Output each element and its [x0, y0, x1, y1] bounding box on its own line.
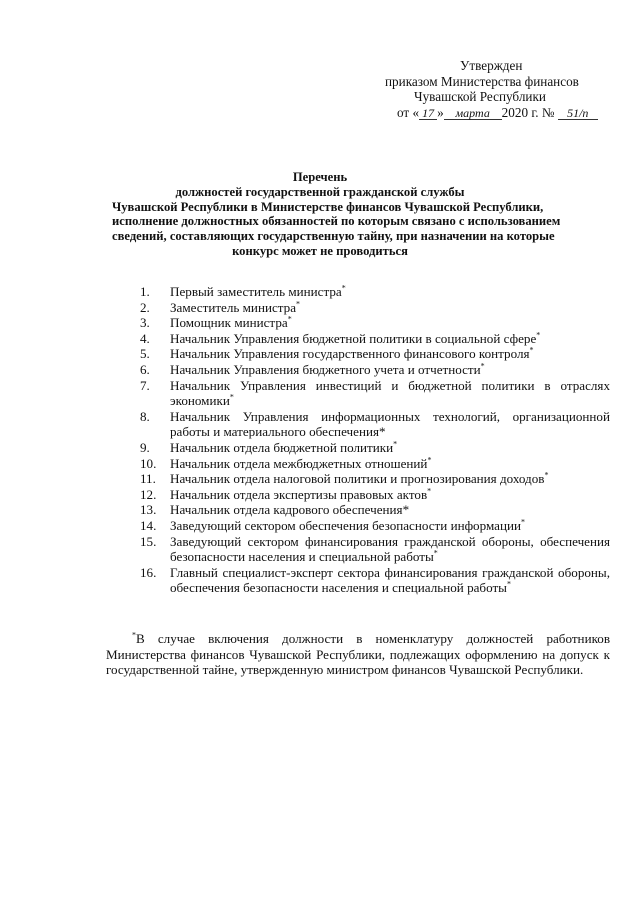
- item-text: Помощник министра: [170, 315, 288, 331]
- title-line-6: конкурс может не проводиться: [232, 243, 408, 258]
- approval-line-1: Утвержден: [460, 58, 523, 73]
- item-text: Начальник отдела бюджетной политики: [170, 439, 394, 455]
- item-text: Заведующий сектором обеспечения безопасности информации: [170, 517, 521, 533]
- item-text: Начальник отдела налоговой политики и прогнозирования доходов: [170, 471, 545, 487]
- title-line-1: Перечень: [292, 170, 348, 184]
- approval-block: [372, 58, 612, 120]
- footnote-text: В случае включения должности в номенклатуру должностей работников Министерства финансов Чувашской Республики, подлежащих оформлению на допуск к государственной тайне, утвержденную министром финансов Чувашской Республики.: [106, 631, 610, 678]
- footnote-mark: *: [433, 548, 438, 558]
- list-item: [140, 440, 610, 456]
- list-item: [140, 409, 610, 440]
- footnote-mark: *: [132, 630, 136, 640]
- list-item: [140, 534, 610, 565]
- list-item: [140, 331, 610, 347]
- footnote-mark: *: [544, 470, 549, 480]
- footnote-mark: *: [287, 314, 292, 324]
- title-line-2: должностей государственной гражданской службы: [175, 184, 465, 199]
- item-number: 6.: [140, 361, 150, 377]
- item-text: Начальник отдела межбюджетных отношений: [170, 455, 428, 471]
- date-year: 2020 г. №: [501, 104, 555, 120]
- handwritten-month: марта: [444, 107, 502, 120]
- item-number: 14.: [140, 517, 157, 533]
- approval-date-line: [372, 105, 612, 121]
- list-item: [140, 378, 610, 409]
- handwritten-day: 17: [419, 107, 437, 120]
- item-number: 1.: [140, 284, 150, 299]
- footnote-mark: *: [521, 517, 525, 527]
- item-text: Начальник Управления информационных технологий, организационной работы и материального обеспечения*: [170, 408, 610, 440]
- list-item: [140, 487, 610, 503]
- title-line-3: Чувашской Республики в Министерстве финансов Чувашской Республики,: [112, 199, 544, 214]
- footnote-mark: *: [296, 299, 301, 309]
- footnote-mark: *: [536, 330, 541, 340]
- approval-line-3: Чувашской Республики: [414, 89, 546, 104]
- item-number: 2.: [140, 299, 150, 315]
- footnote-mark: *: [393, 439, 398, 449]
- title-line-5: сведений, составляющих государственную тайну, при назначении на которые: [112, 229, 555, 244]
- footnote-mark: *: [229, 392, 234, 402]
- item-text: Начальник Управления бюджетного учета и отчетности: [170, 361, 481, 377]
- title-line-4: исполнение должностных обязанностей по которым связано с использованием: [112, 214, 561, 229]
- item-number: 5.: [140, 346, 150, 362]
- item-number: 8.: [140, 408, 150, 424]
- item-text: Заместитель министра: [170, 299, 297, 315]
- item-number: 10.: [140, 455, 157, 471]
- item-text: Начальник отдела экспертизы правовых актов: [170, 486, 428, 502]
- item-number: 12.: [140, 486, 157, 502]
- document-title: [112, 170, 561, 259]
- item-number: 9.: [140, 439, 150, 455]
- item-text: Главный специалист-эксперт сектора финансирования гражданской обороны, обеспечения безопасности населения и специальной работы: [170, 564, 610, 596]
- item-number: 15.: [140, 533, 157, 549]
- list-item: [140, 518, 610, 534]
- footnote-mark: *: [427, 455, 432, 465]
- item-number: 16.: [140, 564, 157, 580]
- footnote-mark: *: [529, 346, 534, 356]
- list-item: [140, 284, 610, 300]
- footnote-mark: *: [341, 283, 346, 293]
- list-item: [140, 315, 610, 331]
- footnote-mark: *: [427, 486, 432, 496]
- handwritten-order-number: 51/п: [558, 107, 598, 120]
- item-number: 13.: [140, 502, 157, 518]
- list-item: [140, 502, 610, 518]
- item-number: 11.: [140, 471, 156, 487]
- item-number: 3.: [140, 315, 150, 331]
- list-item: [140, 565, 610, 596]
- date-prefix: от «: [397, 104, 420, 120]
- item-text: Начальник отдела кадрового обеспечения*: [170, 502, 410, 518]
- footnote: [106, 631, 610, 678]
- item-text: Первый заместитель министра: [170, 284, 342, 299]
- approval-line-2: приказом Министерства финансов: [385, 73, 579, 89]
- item-text: Начальник Управления инвестиций и бюджетной политики в отраслях экономики: [170, 377, 610, 409]
- date-quote-close: »: [437, 104, 444, 120]
- item-number: 7.: [140, 377, 150, 393]
- list-item: [140, 456, 610, 472]
- list-item: [140, 300, 610, 316]
- positions-list: [140, 284, 610, 596]
- item-text: Заведующий сектором финансирования гражданской обороны, обеспечения безопасности населения и специальной работы: [170, 533, 610, 565]
- list-item: [140, 362, 610, 378]
- item-number: 4.: [140, 330, 150, 346]
- item-text: Начальник Управления государственного финансового контроля: [170, 346, 530, 362]
- footnote-mark: *: [506, 579, 511, 589]
- footnote-mark: *: [480, 361, 485, 371]
- list-item: [140, 346, 610, 362]
- list-item: [140, 471, 610, 487]
- item-text: Начальник Управления бюджетной политики в социальной сфере: [170, 330, 537, 346]
